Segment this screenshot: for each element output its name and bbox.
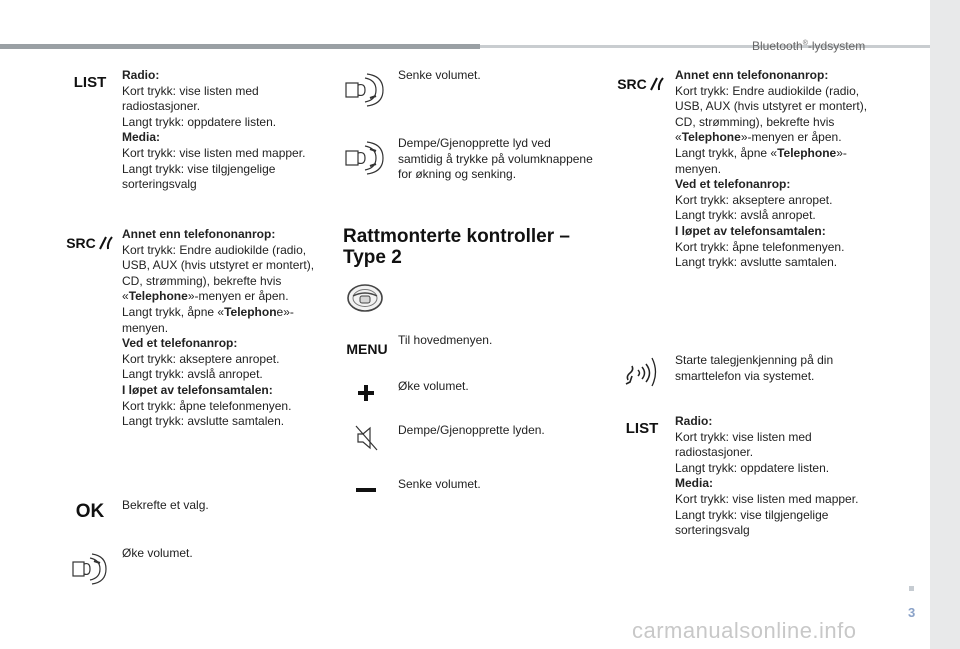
volume-up-wheel-icon: [70, 552, 110, 586]
watermark: carmanualsonline.info: [632, 618, 857, 643]
menu-button-icon: MENU: [346, 341, 388, 357]
phone-slash-icon: [649, 76, 665, 92]
src-description: Annet enn telefononanrop: Kort trykk: Endre audiokilde (radio, USB, AUX (hvis utstyret er montert), CD, strømming), bekrefte hvis «Telephone»-menyen er åpen. Langt trykk, åpne «Telephone»- menyen. Ved et telefonanrop: Kort trykk: akseptere anropet. Langt trykk: avslå anropet. I løpet av telefonsamtalen: Kort trykk: åpne telefonmenyen. Langt trykk: avslutte samtalen.: [122, 227, 315, 429]
mute-speaker-description: Dempe/Gjenopprette lyden.: [398, 423, 545, 437]
list-description: Radio: Kort trykk: vise listen med radiostasjoner. Langt trykk: oppdatere listen. Media: Kort trykk: vise listen med mapper. Langt trykk: vise tilgjengelige sorteringsvalg: [122, 68, 306, 192]
plus-icon: [357, 384, 375, 402]
voice-recognition-icon: [622, 356, 660, 388]
plus-description: Øke volumet.: [398, 379, 469, 393]
list-button-icon: LIST: [73, 73, 107, 91]
ok-button-icon: OK: [75, 501, 105, 522]
page-edge-strip: [930, 0, 960, 649]
mute-wheel-icon: [343, 140, 387, 176]
header-rule-left: [0, 44, 480, 49]
volume-down-wheel-icon: [343, 72, 387, 108]
steering-wheel-icon: [345, 282, 385, 314]
mute-speaker-icon: [355, 424, 379, 452]
phone-slash-icon: [98, 235, 114, 251]
running-header: Bluetooth®-lydsystem: [752, 39, 866, 53]
voice-description: Starte talegjenkjenning på din smarttelefon via systemet.: [675, 353, 834, 383]
list-description-2: Radio: Kort trykk: vise listen med radiostasjoner. Langt trykk: oppdatere listen. Media: Kort trykk: vise listen med mapper. Langt trykk: vise tilgjengelige sorteringsvalg: [675, 414, 859, 538]
section-title: Rattmonterte kontroller – Type 2: [343, 226, 570, 268]
minus-icon: [355, 486, 377, 494]
menu-description: Til hovedmenyen.: [398, 333, 493, 347]
mute-description: Dempe/Gjenopprette lyd ved samtidig å trykke på volumknappene for økning og senking.: [398, 136, 593, 182]
volume-down-description: Senke volumet.: [398, 68, 481, 82]
list-button-icon-2: LIST: [625, 419, 659, 437]
ok-description: Bekrefte et valg.: [122, 498, 209, 512]
src-description-2: Annet enn telefononanrop: Kort trykk: Endre audiokilde (radio, USB, AUX (hvis utstyret er montert), CD, strømming), bekrefte hvis «Telephone»-menyen er åpen. Langt trykk, åpne «Telephone»- menyen. Ved et telefonanrop: Kort trykk: akseptere anropet. Langt trykk: avslå anropet. I løpet av telefonsamtalen: Kort trykk: åpne telefonmenyen. Langt trykk: avslutte samtalen.: [675, 68, 868, 270]
minus-description: Senke volumet.: [398, 477, 481, 491]
volume-up-description: Øke volumet.: [122, 546, 193, 560]
page-number: 3: [908, 605, 916, 620]
src-phone-button-icon-2: SRC: [617, 74, 665, 94]
continuation-mark: [909, 586, 914, 591]
src-phone-button-icon: SRC: [66, 233, 114, 253]
